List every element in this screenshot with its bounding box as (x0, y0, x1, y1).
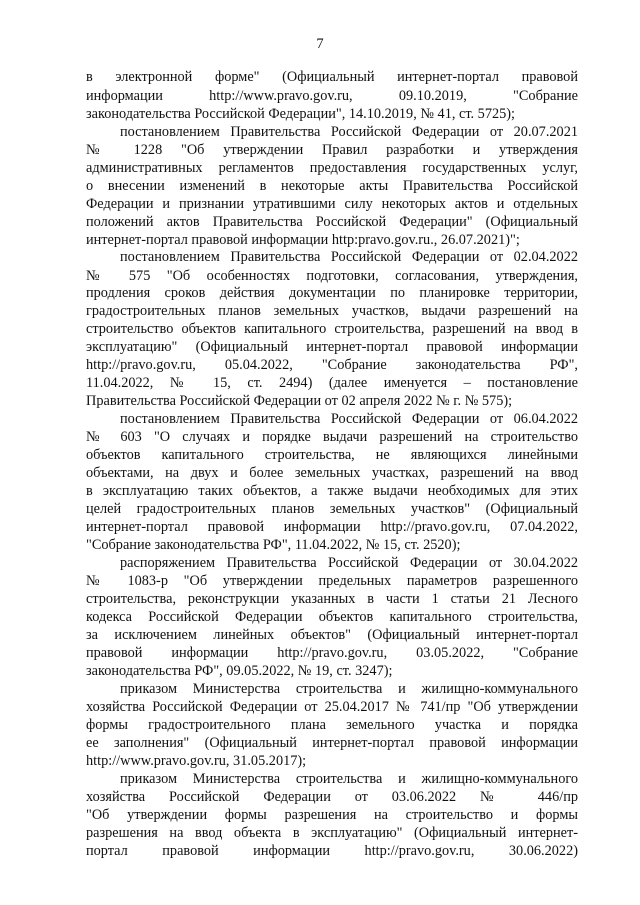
text-line: постановлением Правительства Российской Федерации от 20.07.2021 (120, 124, 578, 140)
text-line: законодательства Российской Федерации", 14.10.2019, № 41, ст. 5725); (86, 106, 515, 122)
text-line: строительство объектов капитального строительства, разрешений на ввод в (86, 321, 578, 337)
text-line: "Собрание законодательства РФ", 11.04.2022, № 15, ст. 2520); (86, 537, 461, 553)
text-line: http://www.pravo.gov.ru, 31.05.2017); (86, 753, 307, 769)
text-line: ее заполнения" (Официальный интернет-портал правовой информации (86, 735, 578, 751)
text-line: правовой информации http://pravo.gov.ru, 03.05.2022, "Собрание (86, 645, 578, 661)
text-line: формы градостроительного плана земельного участка и порядка (86, 717, 578, 733)
text-line: приказом Министерства строительства и жилищно-коммунального (120, 771, 578, 787)
text-line: http://pravo.gov.ru, 05.04.2022, "Собрание законодательства РФ", (86, 357, 578, 373)
text-line: № 1083-р "Об утверждении предельных параметров разрешенного (86, 573, 578, 589)
text-line: № 1228 "Об утверждении Правил разработки и утверждения (86, 142, 578, 158)
text-line: объектов капитального строительства, не являющихся линейными (86, 447, 578, 463)
text-line: хозяйства Российской Федерации от 25.04.2017 № 741/пр "Об утверждении (86, 699, 578, 715)
text-line: Федерации и признании утратившими силу некоторых актов и отдельных (86, 196, 578, 212)
text-line: градостроительных планов земельных участков, выдачи разрешений на (86, 303, 578, 319)
text-line: в электронной форме" (Официальный интернет-портал правовой (86, 69, 578, 85)
text-line: 11.04.2022, № 15, ст. 2494) (далее именуется – постановление (86, 375, 578, 391)
text-line: интернет-портал правовой информации http:pravo.gov.ru., 26.07.2021)"; (86, 232, 520, 248)
page-number: 7 (316, 36, 324, 52)
text-line: "Об утверждении формы разрешения на строительство и формы (86, 807, 578, 823)
text-line: информации http://www.pravo.gov.ru, 09.10.2019, "Собрание (86, 88, 578, 104)
text-line: законодательства РФ", 09.05.2022, № 19, ст. 3247); (86, 663, 393, 679)
text-line: о внесении изменений в некоторые акты Правительства Российской (86, 178, 578, 194)
text-line: за исключением линейных объектов" (Официальный интернет-портал (86, 627, 578, 643)
text-line: Правительства Российской Федерации от 02 апреля 2022 № г. № 575); (86, 393, 513, 409)
text-line: объектами, на двух и более земельных участках, разрешений на ввод (86, 465, 578, 481)
text-line: целей градостроительных планов земельных участков" (Официальный (86, 501, 578, 517)
text-line: № 575 "Об особенностях подготовки, согласования, утверждения, (86, 268, 578, 284)
text-line: административных регламентов предоставления государственных услуг, (86, 160, 578, 176)
text-line: положений актов Правительства Российской Федерации" (Официальный (86, 214, 578, 230)
text-line: в эксплуатацию таких объектов, а также выдачи необходимых для этих (86, 483, 578, 499)
text-line: хозяйства Российской Федерации от 03.06.2022 № 446/пр (86, 789, 578, 805)
text-line: постановлением Правительства Российской Федерации от 06.04.2022 (120, 411, 578, 427)
text-line: постановлением Правительства Российской Федерации от 02.04.2022 (120, 249, 578, 265)
text-line: разрешения на ввод объекта в эксплуатацию" (Официальный интернет- (86, 825, 578, 841)
text-line: эксплуатацию" (Официальный интернет-портал правовой информации (86, 339, 578, 355)
text-line: кодекса Российской Федерации объектов капитального строительства, (86, 609, 578, 625)
text-line: продления сроков действия документации по планировке территории, (86, 285, 578, 301)
text-line: интернет-портал правовой информации http://pravo.gov.ru, 07.04.2022, (86, 519, 578, 535)
text-line: портал правовой информации http://pravo.gov.ru, 30.06.2022) (86, 843, 578, 859)
text-line: строительства, реконструкции указанных в части 1 статьи 21 Лесного (86, 591, 578, 607)
text-line: распоряжением Правительства Российской Федерации от 30.04.2022 (120, 555, 578, 571)
text-line: приказом Министерства строительства и жилищно-коммунального (120, 681, 578, 697)
text-line: № 603 "О случаях и порядке выдачи разрешений на строительство (86, 429, 578, 445)
